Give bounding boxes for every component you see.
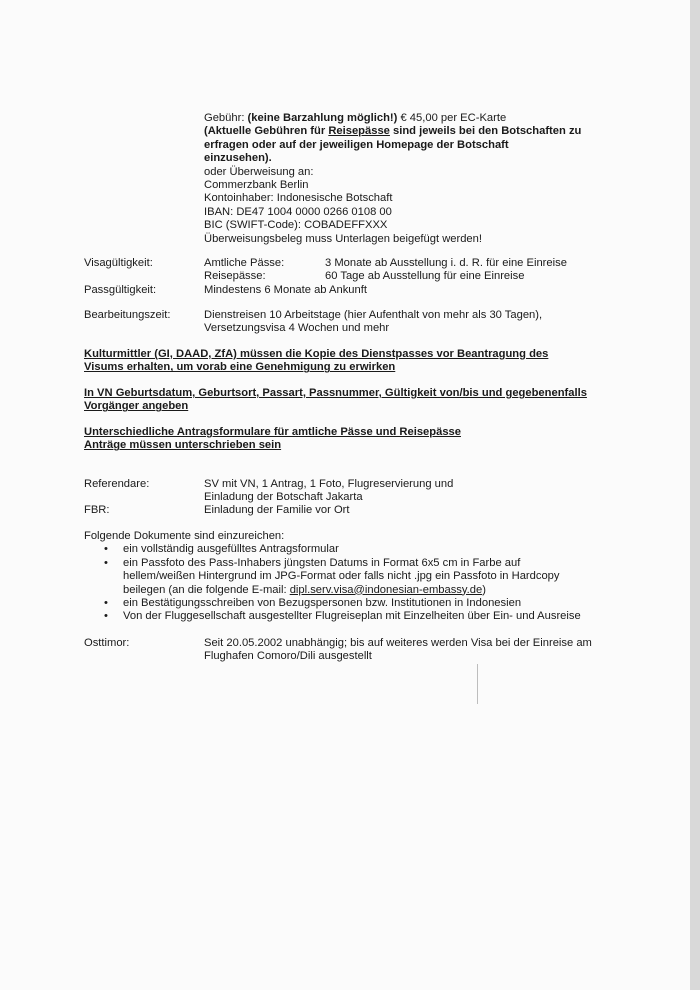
document-item-2-line-1: ein Passfoto des Pass-Inhabers jüngsten Datums in Format 6x5 cm in Farbe auf bbox=[123, 556, 521, 569]
notice-1-line-2: Visums erhalten, um vorab eine Genehmigung zu erwirken bbox=[84, 361, 396, 374]
processing-line-2: Versetzungsvisa 4 Wochen und mehr bbox=[204, 322, 390, 335]
osttimor-label: Osttimor: bbox=[84, 637, 130, 649]
list-item bbox=[84, 557, 581, 597]
travel-passports-value: 60 Tage ab Ausstellung für eine Einreise bbox=[325, 270, 525, 282]
referendare-value bbox=[204, 478, 453, 505]
document-item-2-line-2: hellem/weißen Hintergrund im JPG-Format oder falls nicht .jpg ein Passfoto in Hardcopy bbox=[123, 570, 560, 583]
notice-3-line-1: Unterschiedliche Antragsformulare für amtliche Pässe und Reisepässe bbox=[84, 426, 461, 438]
bullet-icon: • bbox=[104, 610, 108, 623]
osttimor-line-1: Seit 20.05.2002 unabhängig; bis auf weiteres werden Visa bei der Einreise am bbox=[204, 637, 592, 649]
bullet-icon: • bbox=[104, 597, 108, 610]
fbr-label: FBR: bbox=[84, 504, 110, 516]
list-item bbox=[84, 543, 581, 556]
bank-name: Commerzbank Berlin bbox=[204, 179, 309, 192]
notice-3-line-2: Anträge müssen unterschrieben sein bbox=[84, 439, 282, 452]
official-passports-label: Amtliche Pässe: bbox=[204, 257, 285, 269]
referendare-line-2: Einladung der Botschaft Jakarta bbox=[204, 491, 363, 504]
fees-section bbox=[204, 112, 581, 246]
bic: BIC (SWIFT-Code): COBADEFFXXX bbox=[204, 219, 388, 232]
osttimor-line-2: Flughafen Comoro/Dili ausgestellt bbox=[204, 650, 372, 663]
fees-line bbox=[204, 112, 581, 125]
fee-note-text: (Aktuelle Gebühren für bbox=[204, 125, 329, 138]
official-passports-value: 3 Monate ab Ausstellung i. d. R. für eine Einreise bbox=[325, 257, 567, 269]
fee-note-line-1 bbox=[204, 125, 581, 138]
referendare-label: Referendare: bbox=[84, 478, 150, 490]
processing-time-label: Bearbeitungszeit: bbox=[84, 309, 171, 321]
transfer-intro: oder Überweisung an: bbox=[204, 165, 314, 178]
passport-validity-value: Mindestens 6 Monate ab Ankunft bbox=[204, 284, 367, 296]
passport-validity-label: Passgültigkeit: bbox=[84, 284, 157, 296]
iban: IBAN: DE47 1004 0000 0266 0108 00 bbox=[204, 205, 392, 218]
processing-line-1: Dienstreisen 10 Arbeitstage (hier Aufenthalt von mehr als 30 Tagen), bbox=[204, 309, 543, 321]
notice-cultural-mediators bbox=[84, 348, 548, 375]
fee-amount: € 45,00 per EC-Karte bbox=[400, 112, 507, 124]
email-link[interactable]: dipl.serv.visa@indonesian-embassy.de bbox=[289, 583, 483, 596]
receipt-note: Überweisungsbeleg muss Unterlagen beigefügt werden! bbox=[204, 232, 482, 245]
document-item-2-text: beilegen (an die folgende E-mail: bbox=[123, 583, 290, 596]
document-item-1: ein vollständig ausgefülltes Antragsformular bbox=[123, 543, 339, 556]
document-item-3: ein Bestätigungsschreiben von Bezugspersonen bzw. Institutionen in Indonesien bbox=[123, 597, 522, 610]
bullet-icon: • bbox=[104, 556, 108, 569]
scan-mark bbox=[477, 664, 478, 704]
documents-list bbox=[84, 543, 581, 623]
list-item bbox=[84, 610, 581, 623]
notice-1-line-1: Kulturmittler (GI, DAAD, ZfA) müssen die Kopie des Dienstpasses vor Beantragung des bbox=[84, 348, 549, 360]
referendare-line-1: SV mit VN, 1 Antrag, 1 Foto, Flugreservierung und bbox=[204, 478, 454, 490]
notice-2-line-1: In VN Geburtsdatum, Geburtsort, Passart, Passnummer, Gültigkeit von/bis und gegebenenfalls bbox=[84, 387, 587, 399]
reisepaesse-link[interactable]: Reisepässe bbox=[328, 125, 390, 138]
travel-passports-label: Reisepässe: bbox=[204, 270, 266, 282]
notice-2-line-2: Vorgänger angeben bbox=[84, 400, 189, 413]
documents-section bbox=[84, 530, 581, 624]
osttimor-value bbox=[204, 637, 592, 664]
document-item-2-line-3 bbox=[123, 584, 581, 597]
notice-vn-details bbox=[84, 387, 587, 414]
list-item bbox=[84, 597, 581, 610]
no-cash-note: (keine Barzahlung möglich!) bbox=[247, 112, 398, 124]
fee-note-text-2: sind jeweils bei den Botschaften zu bbox=[389, 125, 582, 138]
documents-intro: Folgende Dokumente sind einzureichen: bbox=[84, 530, 285, 542]
fee-note-line-3: einzusehen). bbox=[204, 152, 272, 165]
notice-forms bbox=[84, 426, 461, 453]
document-item-4: Von der Fluggesellschaft ausgestellter Flugreiseplan mit Einzelheiten über Ein- und Ausreise bbox=[123, 610, 581, 623]
account-holder: Kontoinhaber: Indonesische Botschaft bbox=[204, 192, 393, 205]
fee-note-line-2: erfragen oder auf der jeweiligen Homepage der Botschaft bbox=[204, 138, 509, 151]
fees-label: Gebühr: bbox=[204, 112, 245, 124]
document-item-2-close: ) bbox=[482, 583, 486, 596]
processing-time-value bbox=[204, 309, 542, 336]
fbr-value: Einladung der Familie vor Ort bbox=[204, 504, 350, 516]
bullet-icon: • bbox=[104, 543, 108, 556]
visa-validity-label: Visagültigkeit: bbox=[84, 257, 153, 269]
